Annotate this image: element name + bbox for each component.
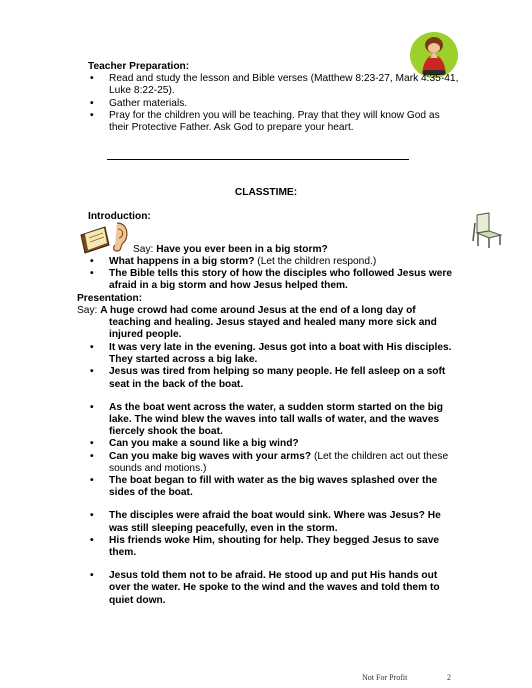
list-item: • The boat began to fill with water as the big waves splashed over the sides of the boat. bbox=[88, 475, 460, 499]
presentation-list-1 bbox=[88, 342, 460, 391]
introduction-section bbox=[88, 211, 460, 223]
say-question: Have you ever been in a big storm? bbox=[156, 244, 328, 255]
introduction-list bbox=[88, 256, 460, 293]
say-prefix: Say: bbox=[77, 305, 101, 316]
bible-and-ear-icon bbox=[79, 219, 131, 255]
presentation-list-3 bbox=[88, 510, 460, 559]
presentation-heading: Presentation: bbox=[77, 293, 143, 304]
teacher-preparation-list bbox=[88, 73, 460, 134]
presentation-list-wrap bbox=[88, 342, 460, 607]
presentation-list-4 bbox=[88, 570, 460, 607]
list-item: • What happens in a big storm? (Let the children respond.) bbox=[88, 256, 460, 268]
section-divider bbox=[107, 159, 409, 160]
list-item: • Read and study the lesson and Bible verses (Matthew 8:23-27, Mark 4:35-41, Luke 8:22-25). bbox=[88, 73, 460, 97]
list-item: • Jesus was tired from helping so many people. He fell asleep on a soft seat in the back of the boat. bbox=[88, 366, 460, 390]
list-item: • Can you make a sound like a big wind? bbox=[88, 438, 460, 450]
intro-say-line bbox=[133, 244, 328, 256]
introduction-list-wrap bbox=[88, 256, 460, 293]
list-item: • Can you make big waves with your arms? (Let the children act out these sounds and motions.) bbox=[88, 451, 460, 475]
page-number: 2 bbox=[447, 673, 451, 682]
list-item: • His friends woke Him, shouting for help. They begged Jesus to save them. bbox=[88, 535, 460, 559]
list-item: • The Bible tells this story of how the disciples who followed Jesus were afraid in a big storm and how Jesus helped them. bbox=[88, 268, 460, 292]
list-item: • Pray for the children you will be teaching. Pray that they will know God as their Protective Father. Ask God to prepare your heart. bbox=[88, 110, 460, 134]
presentation-list-2 bbox=[88, 402, 460, 500]
say-prefix: Say: bbox=[133, 244, 157, 255]
list-item: • As the boat went across the water, a sudden storm started on the big lake. The wind blew the waves into tall walls of water, and the waves fiercely shook the boat. bbox=[88, 402, 460, 439]
classtime-heading: CLASSTIME: bbox=[234, 187, 298, 198]
introduction-heading: Introduction: bbox=[88, 211, 151, 222]
list-item: • The disciples were afraid the boat would sink. Where was Jesus? He was still sleeping peacefully, even in the storm. bbox=[88, 510, 460, 534]
presentation-say bbox=[77, 305, 460, 342]
teacher-preparation-section bbox=[88, 61, 460, 134]
teacher-preparation-heading: Teacher Preparation: bbox=[88, 61, 190, 72]
footer-label: Not For Profit bbox=[362, 673, 408, 682]
list-item: • Gather materials. bbox=[88, 98, 460, 110]
say-text: A huge crowd had come around Jesus at the end of a long day of teaching and healing. Jesus stayed and healed many more sick and injured people. bbox=[100, 305, 437, 341]
list-item: • Jesus told them not to be afraid. He stood up and put His hands out over the water. He spoke to the wind and the waves and told them to quiet down. bbox=[88, 570, 460, 607]
list-item: • It was very late in the evening. Jesus got into a boat with His disciples. They started across a big lake. bbox=[88, 342, 460, 366]
chair-icon bbox=[471, 211, 505, 249]
